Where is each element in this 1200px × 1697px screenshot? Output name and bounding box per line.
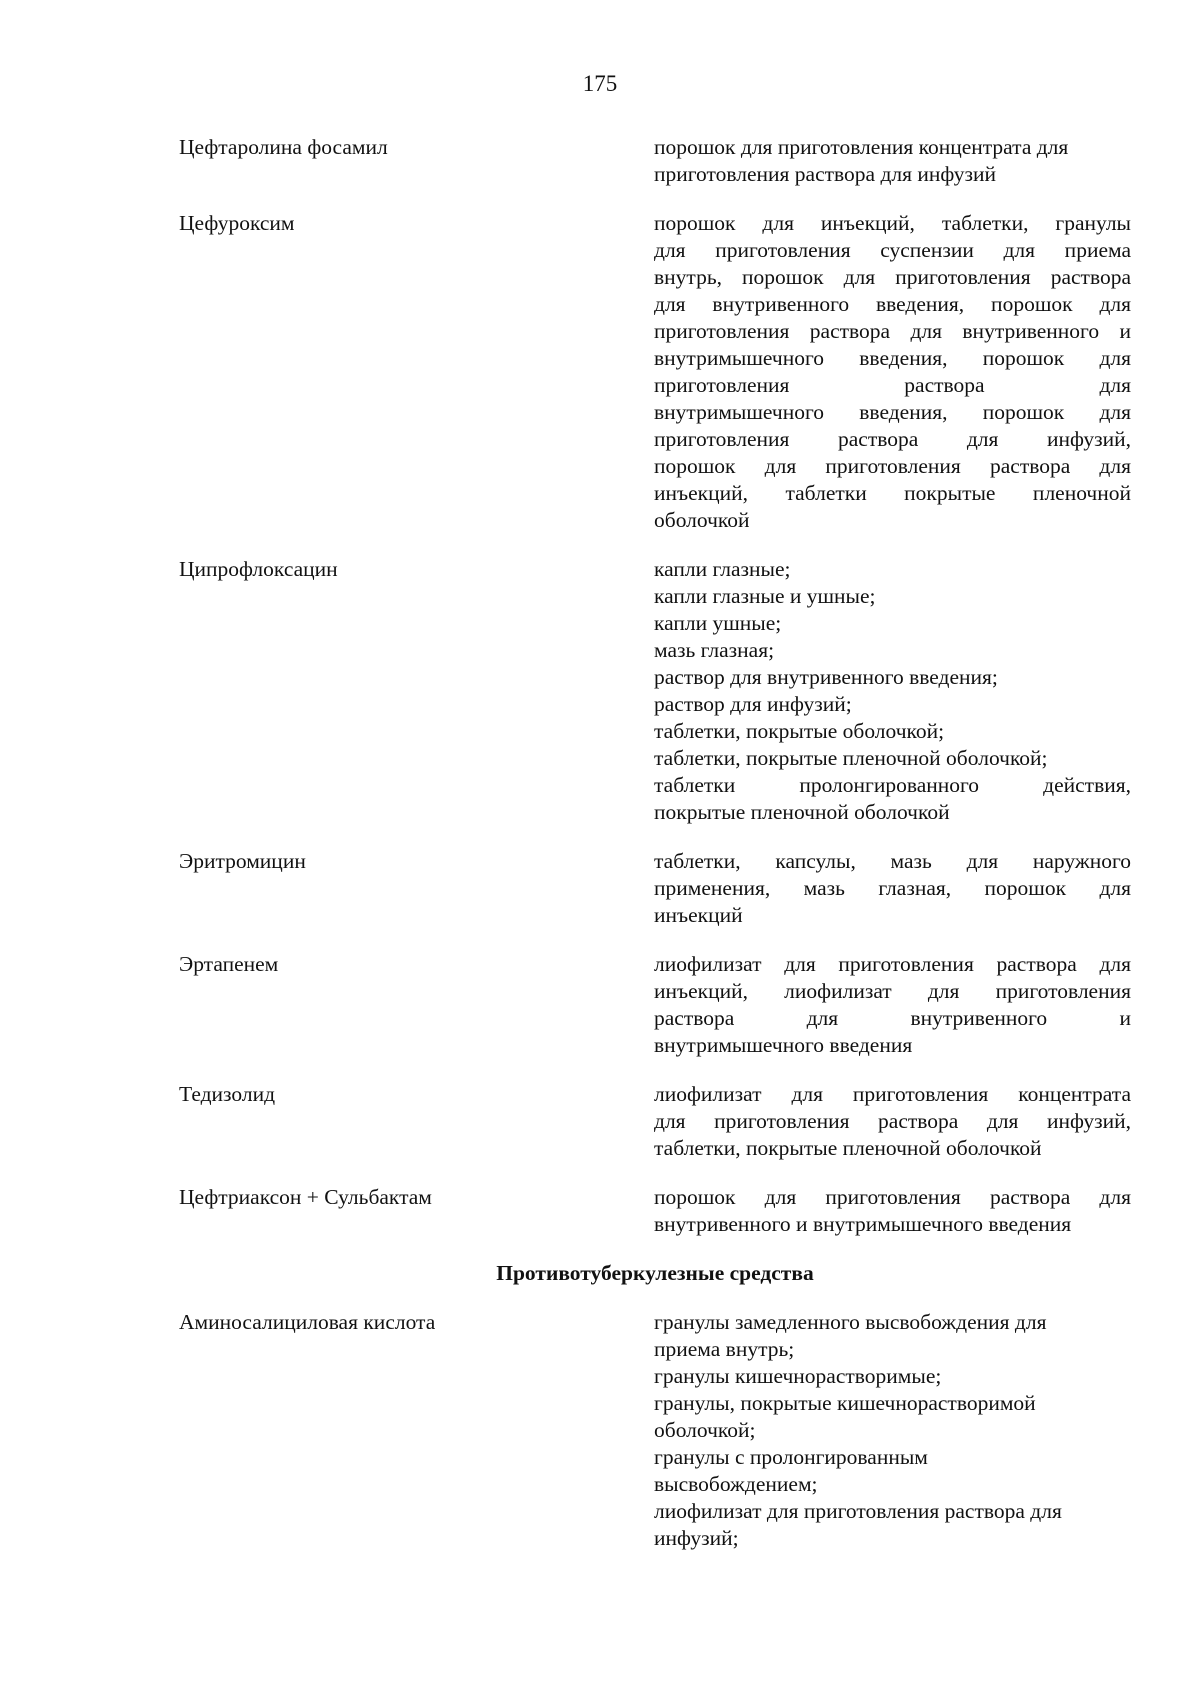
dosage-forms [654,848,1131,929]
drug-name: Цефуроксим [179,211,295,235]
dosage-form-line: инфузий; [654,1526,739,1550]
dosage-form-line: раствор для инфузий; [654,692,852,716]
dosage-forms [654,1309,1131,1552]
dosage-form-line: приготовления раствора для [654,373,1131,397]
dosage-form-line: внутривенного и внутримышечного введения [654,1212,1072,1236]
drug-name: Эртапенем [179,952,279,976]
drug-row [179,848,1131,929]
dosage-form-line: оболочкой [654,508,750,532]
dosage-form-line: применения, мазь глазная, порошок для [654,876,1131,900]
dosage-form-line: таблетки, капсулы, мазь для наружного [654,849,1131,873]
dosage-forms [654,951,1131,1059]
dosage-form-line: порошок для инъекций, таблетки, гранулы [654,211,1131,235]
drug-name: Эритромицин [179,849,306,873]
dosage-form-line: таблетки пролонгированного действия, [654,773,1131,797]
dosage-form-line: инъекций [654,903,743,927]
dosage-form-line: приготовления раствора для внутривенного и [654,319,1131,343]
drug-name: Тедизолид [179,1082,276,1106]
drug-row [179,1184,1131,1238]
drug-name: Цефтриаксон + Сульбактам [179,1185,432,1209]
drug-table [179,134,1131,1574]
page-number: 175 [582,71,618,96]
drug-name: Цефтаролина фосамил [179,135,388,159]
dosage-form-line: порошок для приготовления раствора для [654,1185,1131,1209]
section-heading: Противотуберкулезные средства [496,1261,814,1285]
dosage-form-line: гранулы с пролонгированным [654,1445,928,1469]
dosage-form-line: гранулы замедленного высвобождения для [654,1310,1047,1334]
drug-row [179,1309,1131,1552]
drug-rows [179,134,1131,1238]
drug-name: Аминосалициловая кислота [179,1310,436,1334]
dosage-form-line: приготовления раствора для инфузий, [654,427,1131,451]
dosage-form-line: внутримышечного введения, порошок для [654,346,1131,370]
dosage-form-line: порошок для приготовления концентрата для [654,135,1069,159]
drug-name: Ципрофлоксацин [179,557,338,581]
dosage-form-line: капли ушные; [654,611,782,635]
dosage-form-line: инъекций, таблетки покрытые пленочной [654,481,1131,505]
dosage-form-line: внутрь, порошок для приготовления раствора [654,265,1131,289]
dosage-forms [654,1081,1131,1162]
dosage-form-line: порошок для приготовления раствора для [654,454,1131,478]
drug-row [179,1081,1131,1162]
dosage-form-line: гранулы, покрытые кишечнорастворимой [654,1391,1036,1415]
dosage-forms [654,210,1131,534]
dosage-form-line: инъекций, лиофилизат для приготовления [654,979,1131,1003]
drug-row [179,951,1131,1059]
dosage-forms [654,556,1131,826]
drug-row [179,134,1131,188]
dosage-form-line: высвобождением; [654,1472,818,1496]
dosage-form-line: покрытые пленочной оболочкой [654,800,950,824]
dosage-form-line: для внутривенного введения, порошок для [654,292,1131,316]
dosage-form-line: капли глазные и ушные; [654,584,876,608]
drug-rows-after-heading [179,1309,1131,1552]
dosage-form-line: таблетки, покрытые пленочной оболочкой [654,1136,1042,1160]
dosage-forms [654,1184,1131,1238]
dosage-form-line: лиофилизат для приготовления раствора для [654,952,1131,976]
dosage-form-line: гранулы кишечнорастворимые; [654,1364,942,1388]
dosage-form-line: приготовления раствора для инфузий [654,162,997,186]
dosage-form-line: лиофилизат для приготовления раствора для [654,1499,1062,1523]
dosage-form-line: оболочкой; [654,1418,756,1442]
dosage-forms [654,134,1131,188]
dosage-form-line: раствора для внутривенного и [654,1006,1131,1030]
dosage-form-line: для приготовления суспензии для приема [654,238,1131,262]
dosage-form-line: таблетки, покрытые оболочкой; [654,719,945,743]
dosage-form-line: таблетки, покрытые пленочной оболочкой; [654,746,1048,770]
dosage-form-line: мазь глазная; [654,638,775,662]
drug-row [179,556,1131,826]
dosage-form-line: раствор для внутривенного введения; [654,665,998,689]
dosage-form-line: для приготовления раствора для инфузий, [654,1109,1131,1133]
drug-row [179,210,1131,534]
dosage-form-line: приема внутрь; [654,1337,795,1361]
dosage-form-line: лиофилизат для приготовления концентрата [654,1082,1131,1106]
dosage-form-line: капли глазные; [654,557,791,581]
dosage-form-line: внутримышечного введения [654,1033,913,1057]
dosage-form-line: внутримышечного введения, порошок для [654,400,1131,424]
